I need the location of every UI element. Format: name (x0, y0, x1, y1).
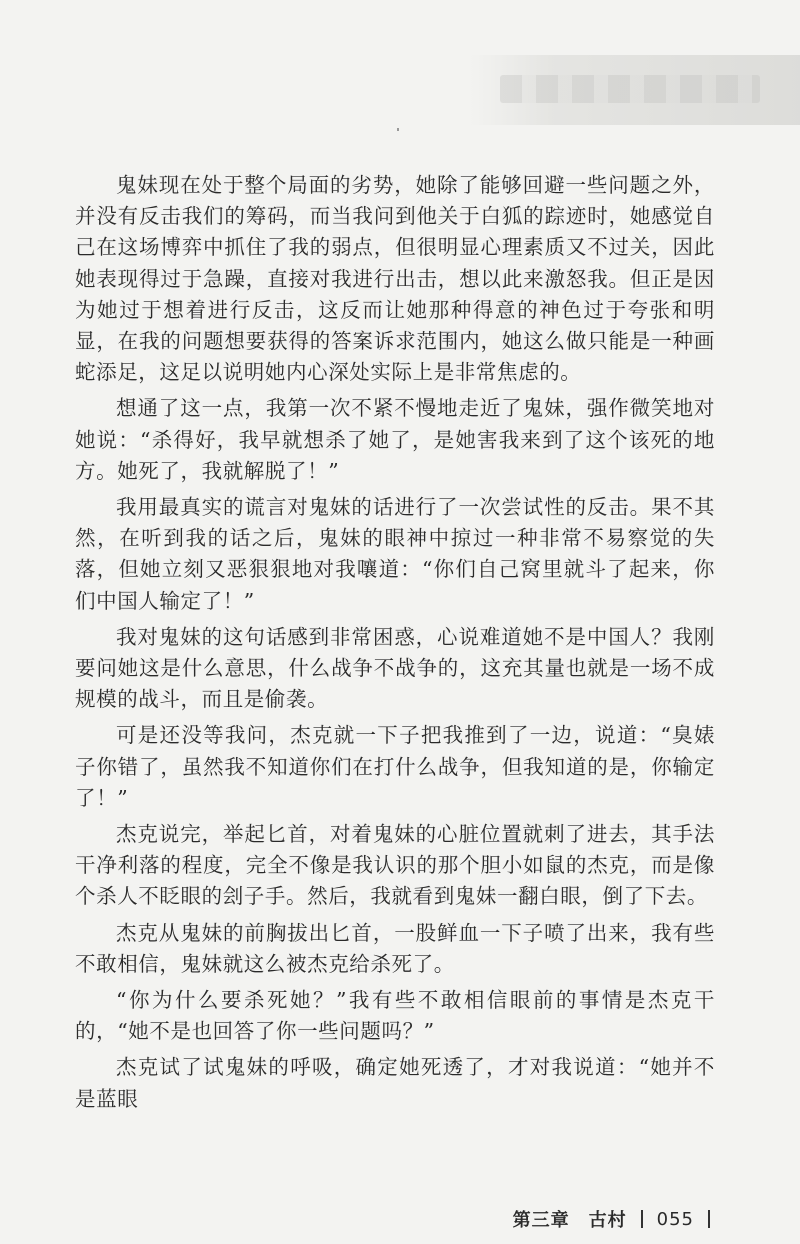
page-number: 055 (656, 1208, 694, 1230)
paragraph: 杰克试了试鬼妹的呼吸，确定她死透了，才对我说道：“她并不是蓝眼 (75, 1055, 715, 1111)
chapter-title: 第三章 古村 (512, 1210, 627, 1231)
body-text (75, 170, 715, 1120)
footer-divider-left (641, 1210, 643, 1228)
paragraph: 可是还没等我问，杰克就一下子把我推到了一边，说道：“臭婊子你错了，虽然我不知道你们在打什么战争，但我知道的是，你输定了！” (75, 723, 715, 810)
page-footer (513, 1206, 710, 1232)
header-ghost-text (500, 75, 760, 103)
paragraph: 想通了这一点，我第一次不紧不慢地走近了鬼妹，强作微笑地对她说：“杀得好，我早就想杀了她了，是她害我来到了这个该死的地方。她死了，我就解脱了！” (75, 396, 715, 483)
paragraph: 我对鬼妹的这句话感到非常困惑，心说难道她不是中国人？我刚要问她这是什么意思，什么战争不战争的，这充其量也就是一场不成规模的战斗，而且是偷袭。 (75, 624, 715, 712)
paragraph: 杰克说完，举起匕首，对着鬼妹的心脏位置就刺了进去，其手法干净利落的程度，完全不像是我认识的那个胆小如鼠的杰克，而是像个杀人不眨眼的刽子手。然后，我就看到鬼妹一翻白眼，倒了下去。 (75, 822, 715, 909)
paragraph: 鬼妹现在处于整个局面的劣势，她除了能够回避一些问题之外，并没有反击我们的筹码，而当我问到他关于白狐的踪迹时，她感觉自己在这场博弈中抓住了我的弱点，但很明显心理素质又不过关，因此她表现得过于急躁，直接对我进行出击，想以此来激怒我。但正是因为她过于想着进行反击，这反而让她那种得意的神色过于夸张和明显，在我的问题想要获得的答案诉求范围内，她这么做只能是一种画蛇添足，这足以说明她内心深处实际上是非常焦虑的。 (75, 173, 715, 385)
header-bleed-through (470, 55, 800, 125)
print-speck (397, 128, 399, 131)
paragraph: 杰克从鬼妹的前胸拔出匕首，一股鲜血一下子喷了出来，我有些不敢相信，鬼妹就这么被杰克给杀死了。 (75, 920, 715, 976)
footer-divider-right (708, 1210, 710, 1228)
paragraph: 我用最真实的谎言对鬼妹的话进行了一次尝试性的反击。果不其然，在听到我的话之后，鬼妹的眼神中掠过一种非常不易察觉的失落，但她立刻又恶狠狠地对我嚷道：“你们自己窝里就斗了起来，你们中国人输定了！” (75, 495, 715, 613)
paragraph: “你为什么要杀死她？”我有些不敢相信眼前的事情是杰克干的，“她不是也回答了你一些问题吗？” (75, 988, 715, 1044)
